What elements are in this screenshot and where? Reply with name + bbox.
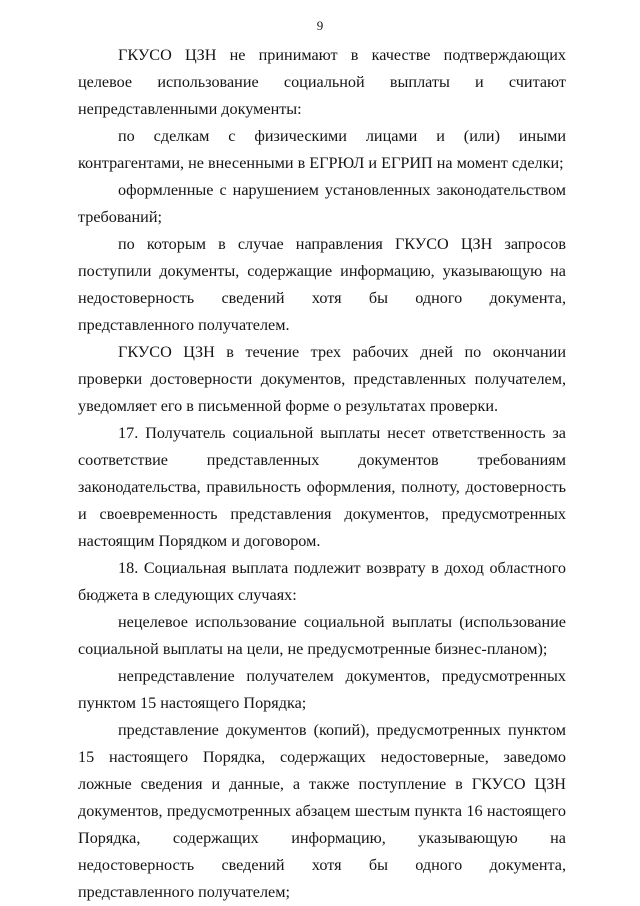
- page-number: 9: [316, 18, 324, 33]
- paragraph-non-submission: непредставление получателем документов, предусмотренных пунктом 15 настоящего Порядка;: [78, 667, 566, 712]
- paragraph-verification-notice: ГКУСО ЦЗН в течение трех рабочих дней по окончании проверки достоверности документов, представленных получателем, уведомляет его в письменной форме о результатах проверки.: [78, 343, 566, 415]
- paragraph-item-18: 18. Социальная выплата подлежит возврату в доход областного бюджета в следующих случаях:: [78, 559, 566, 604]
- paragraph-item-17: 17. Получатель социальной выплаты несет ответственность за соответствие представленных документов требованиям законодательства, правильность оформления, полноту, достоверность и своевременность представления документов, предусмотренных настоящим Порядком и договором.: [78, 424, 566, 550]
- paragraph-unregistered-counterparties: по сделкам с физическими лицами и (или) иными контрагентами, не внесенными в ЕГРЮЛ и ЕГРИП на момент сделки;: [78, 127, 566, 172]
- paragraph-not-accepted-documents: ГКУСО ЦЗН не принимают в качестве подтверждающих целевое использование социальной выплаты и считают непредставленными документы:: [78, 46, 566, 118]
- paragraph-misuse: нецелевое использование социальной выплаты (использование социальной выплаты на цели, не предусмотренные бизнес-планом);: [78, 613, 566, 658]
- paragraph-unreliable-info: по которым в случае направления ГКУСО ЦЗН запросов поступили документы, содержащие информацию, указывающую на недостоверность сведений хотя бы одного документа, представленного получателем.: [78, 235, 566, 334]
- paragraph-violations: оформленные с нарушением установленных законодательством требований;: [78, 181, 566, 226]
- document-body: [78, 42, 566, 906]
- paragraph-false-documents: представление документов (копий), предусмотренных пунктом 15 настоящего Порядка, содержащих недостоверные, заведомо ложные сведения и данные, а также поступление в ГКУСО ЦЗН документов, предусмотренных абзацем шестым пункта 16 настоящего Порядка, содержащих информацию, указывающую на недостоверность сведений хотя бы одного документа, представленного получателем;: [78, 721, 566, 901]
